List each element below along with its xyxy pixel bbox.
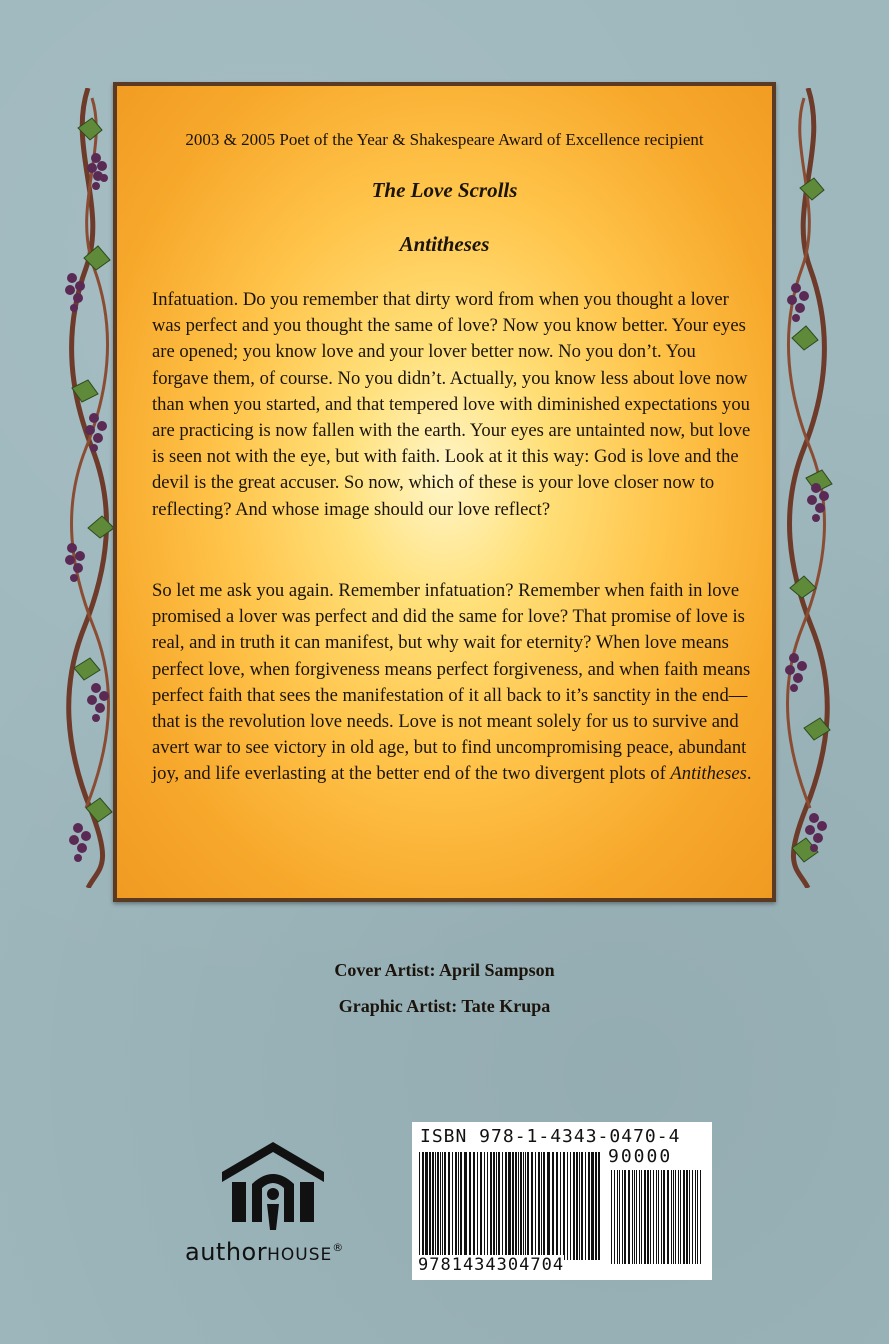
barcode-bar bbox=[675, 1170, 676, 1264]
barcode-bar bbox=[541, 1152, 542, 1260]
barcode-bar bbox=[455, 1152, 457, 1260]
ean-barcode-bars bbox=[418, 1152, 601, 1260]
barcode-bar bbox=[611, 1170, 612, 1264]
barcode-bar bbox=[452, 1152, 453, 1260]
barcode-bar bbox=[560, 1152, 561, 1260]
barcode-bar bbox=[673, 1170, 674, 1264]
barcode-bar bbox=[493, 1152, 495, 1260]
barcode-bar bbox=[598, 1152, 600, 1260]
publisher-name-house: HOUSE bbox=[267, 1245, 333, 1265]
graphic-artist-credit: Graphic Artist: Tate Krupa bbox=[338, 996, 551, 1016]
isbn-number: ISBN 978-1-4343-0470-4 bbox=[420, 1126, 681, 1147]
barcode-bar bbox=[570, 1152, 571, 1260]
barcode-bar bbox=[622, 1170, 623, 1264]
barcode-bar bbox=[429, 1152, 431, 1260]
barcode-bar bbox=[636, 1170, 637, 1264]
barcode-bar bbox=[632, 1170, 633, 1264]
blurb-panel bbox=[113, 82, 776, 902]
barcode-bar bbox=[473, 1152, 475, 1260]
barcode-bar bbox=[484, 1152, 485, 1260]
barcode-bar bbox=[671, 1170, 672, 1264]
barcode-bar bbox=[496, 1152, 497, 1260]
barcode-bar bbox=[505, 1152, 507, 1260]
barcode-bar bbox=[653, 1170, 654, 1264]
barcode-bar bbox=[422, 1152, 424, 1260]
publisher-name-author: author bbox=[185, 1238, 268, 1266]
barcode-bar bbox=[700, 1170, 701, 1264]
authorhouse-logo-icon bbox=[218, 1138, 328, 1233]
barcode-bar bbox=[490, 1152, 492, 1260]
blurb-paragraph-2-period: . bbox=[746, 763, 752, 785]
barcode-bar bbox=[579, 1152, 580, 1260]
barcode-bar bbox=[683, 1170, 685, 1264]
barcode-bar bbox=[547, 1152, 550, 1260]
barcode-bar bbox=[634, 1170, 635, 1264]
barcode-bar bbox=[535, 1152, 536, 1260]
barcode-bar bbox=[498, 1152, 500, 1260]
publisher-name bbox=[185, 1238, 375, 1266]
blurb-paragraph-2 bbox=[152, 578, 752, 788]
right-vine-border bbox=[776, 88, 838, 888]
barcode-bar bbox=[692, 1170, 693, 1264]
book-title: Antitheses bbox=[399, 232, 490, 256]
registered-mark: ® bbox=[332, 1241, 344, 1254]
blurb-paragraph-2-italic-title: Antitheses bbox=[670, 763, 747, 785]
blurb-paragraph-1: Infatuation. Do you remember that dirty word from when you thought a lover was perfect and you thought the same of love? Now you know better. Your eyes are opened; you know love and your lover better now. No you don’t. You forgave them, of course. No you didn’t. Actually, you know less about love now than when you started, and that tempered love with diminished expectations you are practicing is now fallen with the earth. Your eyes are untainted now, but love is seen not with the eye, but with faith. Look at it this way: God is love and the devil is the great accuser. So now, which of these is your love closer now to reflecting? And whose image should our love reflect? bbox=[152, 289, 751, 520]
barcode-bar bbox=[487, 1152, 488, 1260]
barcode-bar bbox=[538, 1152, 540, 1260]
barcode-bar bbox=[515, 1152, 517, 1260]
barcode-bar bbox=[661, 1170, 662, 1264]
barcode-bar bbox=[556, 1152, 558, 1260]
barcode-bar bbox=[617, 1170, 618, 1264]
barcode-bar bbox=[680, 1170, 681, 1264]
barcode-bar bbox=[448, 1152, 450, 1260]
barcode-bar bbox=[567, 1152, 568, 1260]
ean-number: 9781434304704 bbox=[418, 1255, 565, 1275]
publisher-logo bbox=[185, 1138, 375, 1278]
barcode-bar bbox=[595, 1152, 597, 1260]
blurb-paragraph-2-text: So let me ask you again. Remember infatuation? Remember when faith in love promised a lover was perfect and did the same for love? That promise of love is real, and in truth it can manifest, but why wait for eternity? When love means perfect love, when forgiveness means perfect forgiveness, and when faith means perfect faith that sees the manifestation of it all back to it’s sanctity in the end—that is the revolution love needs. Love is not meant solely for us to survive and avert war to see victory in old age, but to find uncompromising peace, abundant joy, and life everlasting at the better end of the two divergent plots of bbox=[152, 580, 751, 785]
barcode-bar bbox=[591, 1152, 594, 1260]
barcode-bar bbox=[432, 1152, 434, 1260]
barcode-bar bbox=[527, 1152, 529, 1260]
barcode-bar bbox=[552, 1152, 554, 1260]
barcode-bar bbox=[588, 1152, 590, 1260]
barcode-bar bbox=[458, 1152, 459, 1260]
award-line: 2003 & 2005 Poet of the Year & Shakespeare Award of Excellence recipient bbox=[185, 130, 704, 149]
barcode-bar bbox=[689, 1170, 690, 1264]
barcode-bar bbox=[425, 1152, 428, 1260]
series-title: The Love Scrolls bbox=[371, 178, 518, 202]
isbn-barcode bbox=[412, 1122, 712, 1280]
barcode-bar bbox=[650, 1170, 651, 1264]
barcode-bar bbox=[663, 1170, 665, 1264]
left-vine-border bbox=[58, 88, 120, 888]
barcode-bar bbox=[686, 1170, 688, 1264]
barcode-bar bbox=[419, 1152, 420, 1260]
barcode-bar bbox=[619, 1170, 620, 1264]
barcode-bar bbox=[581, 1152, 583, 1260]
barcode-bar bbox=[444, 1152, 446, 1260]
barcode-bar bbox=[624, 1170, 626, 1264]
barcode-bar bbox=[576, 1152, 578, 1260]
barcode-bar bbox=[442, 1152, 443, 1260]
barcode-bar bbox=[543, 1152, 545, 1260]
barcode-bar bbox=[644, 1170, 646, 1264]
barcode-bar bbox=[469, 1152, 471, 1260]
barcode-bar bbox=[520, 1152, 522, 1260]
barcode-bar bbox=[531, 1152, 533, 1260]
barcode-bar bbox=[647, 1170, 649, 1264]
barcode-bar bbox=[437, 1152, 439, 1260]
barcode-bar bbox=[641, 1170, 642, 1264]
barcode-bar bbox=[435, 1152, 436, 1260]
barcode-bar bbox=[658, 1170, 659, 1264]
price-code: 90000 bbox=[608, 1146, 673, 1167]
barcode-bar bbox=[523, 1152, 524, 1260]
barcode-bar bbox=[667, 1170, 669, 1264]
barcode-bar bbox=[563, 1152, 565, 1260]
barcode-bar bbox=[697, 1170, 698, 1264]
barcode-bar bbox=[639, 1170, 640, 1264]
barcode-bar bbox=[502, 1152, 503, 1260]
barcode-bar bbox=[585, 1152, 586, 1260]
cover-artist-credit: Cover Artist: April Sampson bbox=[334, 960, 555, 980]
price-barcode-bars bbox=[610, 1170, 704, 1264]
barcode-bar bbox=[525, 1152, 526, 1260]
barcode-bar bbox=[477, 1152, 478, 1260]
barcode-bar bbox=[695, 1170, 696, 1264]
barcode-bar bbox=[614, 1170, 615, 1264]
barcode-bar bbox=[678, 1170, 679, 1264]
barcode-bar bbox=[518, 1152, 519, 1260]
barcode-bar bbox=[460, 1152, 462, 1260]
barcode-bar bbox=[628, 1170, 630, 1264]
barcode-bar bbox=[573, 1152, 575, 1260]
barcode-bar bbox=[480, 1152, 482, 1260]
barcode-bar bbox=[512, 1152, 514, 1260]
barcode-bar bbox=[508, 1152, 511, 1260]
barcode-bar bbox=[656, 1170, 657, 1264]
barcode-bar bbox=[440, 1152, 441, 1260]
barcode-bar bbox=[464, 1152, 467, 1260]
